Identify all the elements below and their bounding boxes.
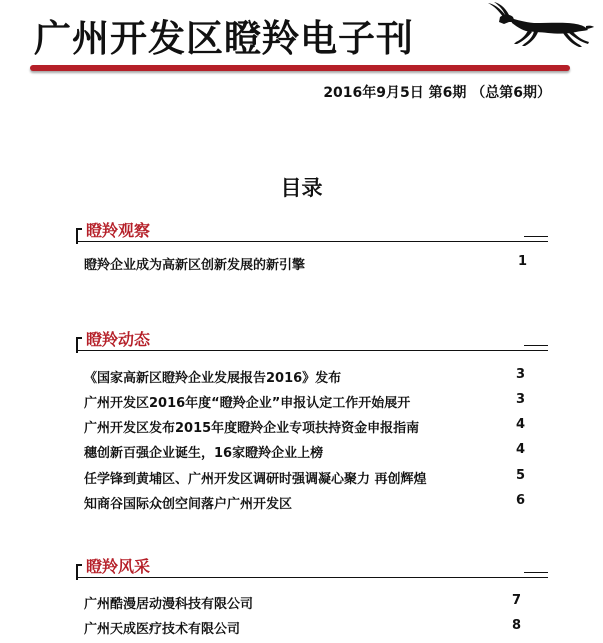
entry-title[interactable]: 任学锋到黄埔区、广州开发区调研时强调凝心聚力 再创辉煌 — [84, 472, 427, 487]
entry-page: 3 — [516, 367, 526, 382]
section-title: 瞪羚风采 — [86, 557, 151, 576]
toc-entry[interactable] — [84, 417, 524, 437]
section-header — [76, 218, 548, 246]
toc-entry[interactable] — [84, 493, 524, 513]
toc-entry[interactable] — [84, 392, 524, 412]
section-rule — [76, 241, 548, 242]
masthead — [0, 0, 603, 80]
entry-page: 1 — [518, 254, 528, 269]
section-header — [76, 327, 548, 355]
gazelle-icon — [482, 2, 594, 48]
toc-entry[interactable] — [84, 442, 524, 462]
entry-title[interactable]: 《国家高新区瞪羚企业发展报告2016》发布 — [84, 371, 342, 386]
toc-entry[interactable] — [84, 254, 528, 274]
section-header — [76, 554, 548, 582]
masthead-divider — [30, 65, 570, 71]
entry-title[interactable]: 广州酷漫居动漫科技有限公司 — [84, 597, 254, 612]
entry-page: 4 — [516, 417, 526, 432]
toc-entry[interactable] — [84, 468, 524, 488]
toc-section-showcase — [76, 554, 548, 643]
entry-page: 3 — [516, 392, 526, 407]
toc-entry[interactable] — [84, 593, 524, 613]
toc-title: 目录 — [280, 176, 323, 200]
section-rule-cap — [524, 572, 548, 573]
toc-entry[interactable] — [84, 367, 524, 387]
entry-title[interactable]: 穗创新百强企业诞生，16家瞪羚企业上榜 — [84, 446, 324, 461]
section-rule — [76, 350, 548, 351]
entry-page: 7 — [512, 593, 522, 608]
masthead-title: 广州开发区瞪羚电子刊 — [34, 16, 414, 60]
entry-title[interactable]: 瞪羚企业成为高新区创新发展的新引擎 — [84, 258, 306, 273]
entry-page: 8 — [512, 618, 522, 633]
section-title: 瞪羚观察 — [86, 221, 151, 240]
entry-page: 4 — [516, 442, 526, 457]
entry-title[interactable]: 广州开发区2016年度“瞪羚企业”申报认定工作开始展开 — [84, 396, 411, 411]
entry-page: 5 — [516, 468, 526, 483]
toc-entry[interactable] — [84, 618, 524, 638]
toc-section-news — [76, 327, 548, 517]
toc-section-observation — [76, 218, 548, 278]
entry-title[interactable]: 知商谷国际众创空间落户广州开发区 — [84, 497, 293, 512]
section-rule — [76, 577, 548, 578]
section-rule-cap — [524, 345, 548, 346]
section-title: 瞪羚动态 — [86, 330, 151, 349]
entry-title[interactable]: 广州天成医疗技术有限公司 — [84, 622, 241, 637]
entry-title[interactable]: 广州开发区发布2015年度瞪羚企业专项扶持资金申报指南 — [84, 421, 420, 436]
section-rule-cap — [524, 236, 548, 237]
issue-date: 2016年9月5日 第6期 （总第6期） — [323, 85, 551, 101]
entry-page: 6 — [516, 493, 526, 508]
